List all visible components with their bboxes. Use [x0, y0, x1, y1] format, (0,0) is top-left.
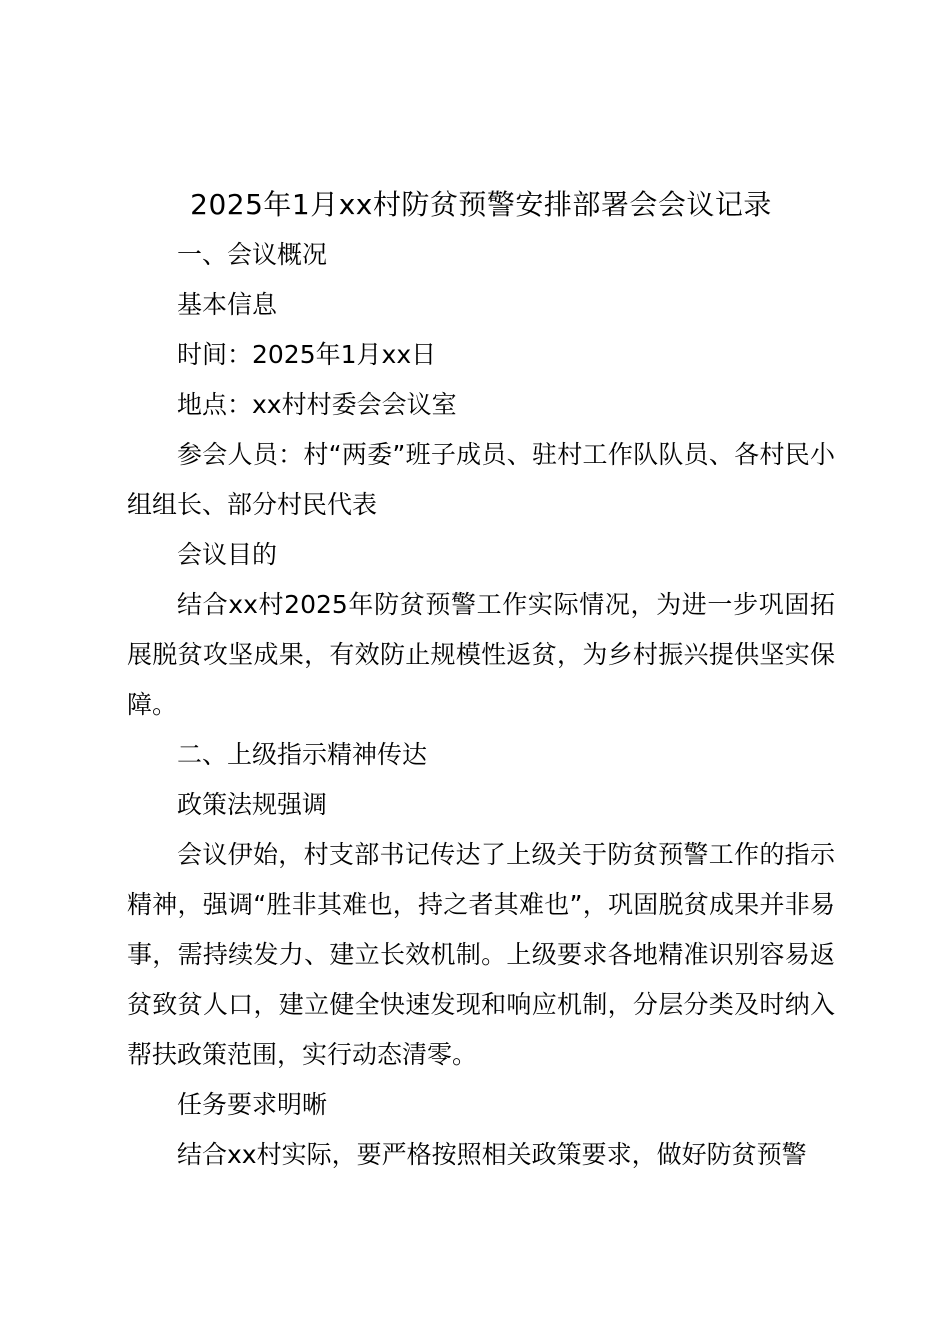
section-heading-instructions: 二、上级指示精神传达 [177, 740, 428, 769]
purpose-paragraph: 结合xx村2025年防贫预警工作实际情况，为进一步巩固拓展脱贫攻坚成果，有效防止规模性返贫，为乡村振兴提供坚实保障。 [127, 590, 835, 719]
subheading-policy: 政策法规强调 [177, 790, 328, 819]
policy-paragraph: 会议伊始，村支部书记传达了上级关于防贫预警工作的指示精神，强调“胜非其难也，持之者其难也”，巩固脱贫成果并非易事，需持续发力、建立长效机制。上级要求各地精准识别容易返贫致贫人口，建立健全快速发现和响应机制，分层分类及时纳入帮扶政策范围，实行动态清零。 [127, 840, 835, 1069]
meeting-time: 时间：2025年1月xx日 [177, 340, 437, 369]
tasks-paragraph: 结合xx村实际，要严格按照相关政策要求，做好防贫预警 [177, 1140, 807, 1169]
meeting-place: 地点：xx村村委会会议室 [177, 390, 457, 419]
section-heading-overview: 一、会议概况 [177, 240, 328, 269]
subheading-basic-info: 基本信息 [177, 290, 278, 319]
subheading-purpose: 会议目的 [177, 540, 278, 569]
subheading-tasks: 任务要求明晰 [177, 1090, 328, 1119]
meeting-attendees: 参会人员：村“两委”班子成员、驻村工作队队员、各村民小组组长、部分村民代表 [127, 440, 835, 519]
document-title: 2025年1月xx村防贫预警安排部署会会议记录 [190, 188, 772, 221]
document-body [127, 180, 835, 1180]
